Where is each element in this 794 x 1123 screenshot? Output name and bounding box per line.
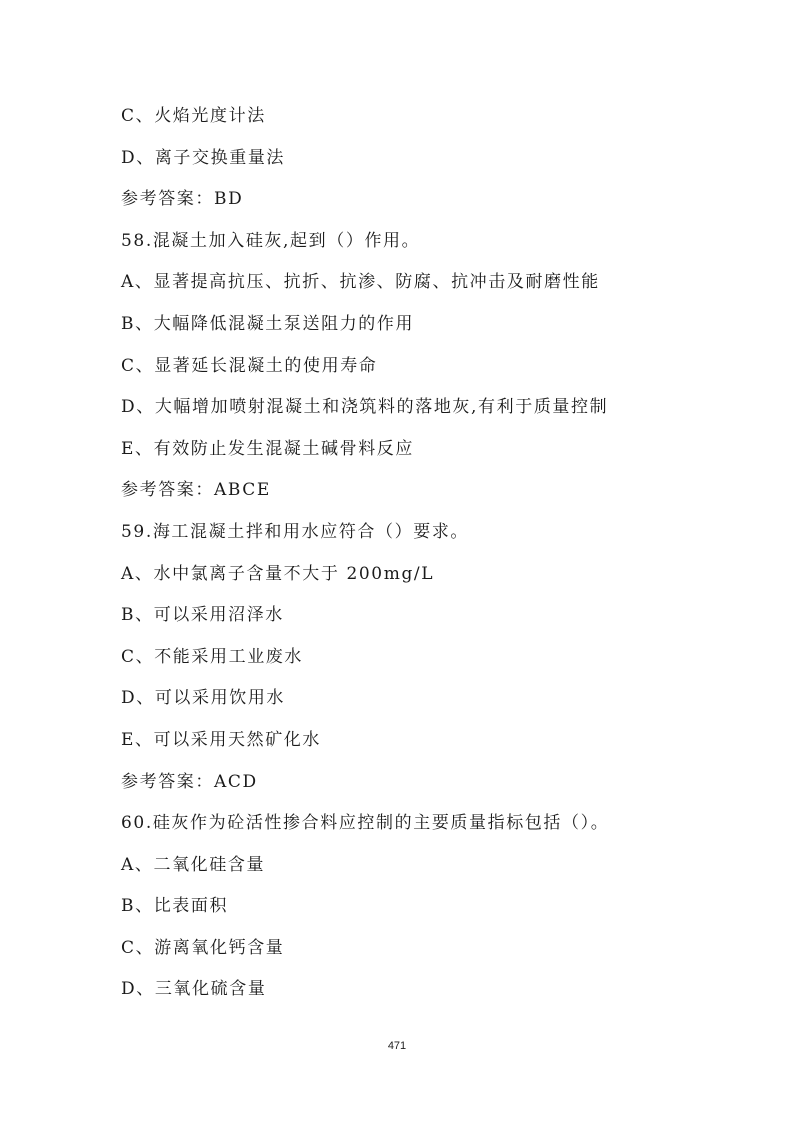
option-b-line: B、大幅降低混凝土泵送阻力的作用 bbox=[121, 313, 415, 334]
option-d-line: D、大幅增加喷射混凝土和浇筑料的落地灰,有利于质量控制 bbox=[121, 397, 609, 418]
option-c-line: C、不能采用工业废水 bbox=[121, 646, 304, 667]
option-b-line: B、比表面积 bbox=[121, 896, 229, 917]
answer-line: 参考答案：ACD bbox=[121, 771, 258, 792]
option-b-line: B、可以采用沼泽水 bbox=[121, 605, 284, 626]
option-a-line: A、二氧化硅含量 bbox=[121, 854, 266, 875]
option-c-line: C、游离氧化钙含量 bbox=[121, 937, 285, 958]
question-58: 58.混凝土加入硅灰,起到（）作用。 bbox=[121, 230, 421, 251]
option-d-line: D、可以采用饮用水 bbox=[121, 688, 286, 709]
question-60: 60.硅灰作为砼活性掺合料应控制的主要质量指标包括（）。 bbox=[121, 813, 610, 834]
question-59: 59.海工混凝土拌和用水应符合（）要求。 bbox=[121, 521, 470, 542]
page-number: 471 bbox=[387, 1040, 407, 1052]
option-a-line: A、水中氯离子含量不大于 200mg/L bbox=[121, 563, 435, 584]
option-c-line: C、火焰光度计法 bbox=[121, 106, 266, 126]
option-c-line: C、显著延长混凝土的使用寿命 bbox=[121, 355, 378, 376]
answer-line: 参考答案：BD bbox=[121, 189, 244, 210]
answer-line: 参考答案：ABCE bbox=[121, 480, 271, 501]
option-d-line: D、离子交换重量法 bbox=[121, 147, 286, 168]
option-e-line: E、有效防止发生混凝土碱骨料反应 bbox=[121, 438, 415, 459]
text-body bbox=[121, 100, 741, 1015]
option-a-line: A、显著提高抗压、抗折、抗渗、防腐、抗冲击及耐磨性能 bbox=[121, 272, 600, 293]
option-e-line: E、可以采用天然矿化水 bbox=[121, 729, 322, 750]
option-d-line: D、三氧化硫含量 bbox=[121, 979, 267, 1000]
